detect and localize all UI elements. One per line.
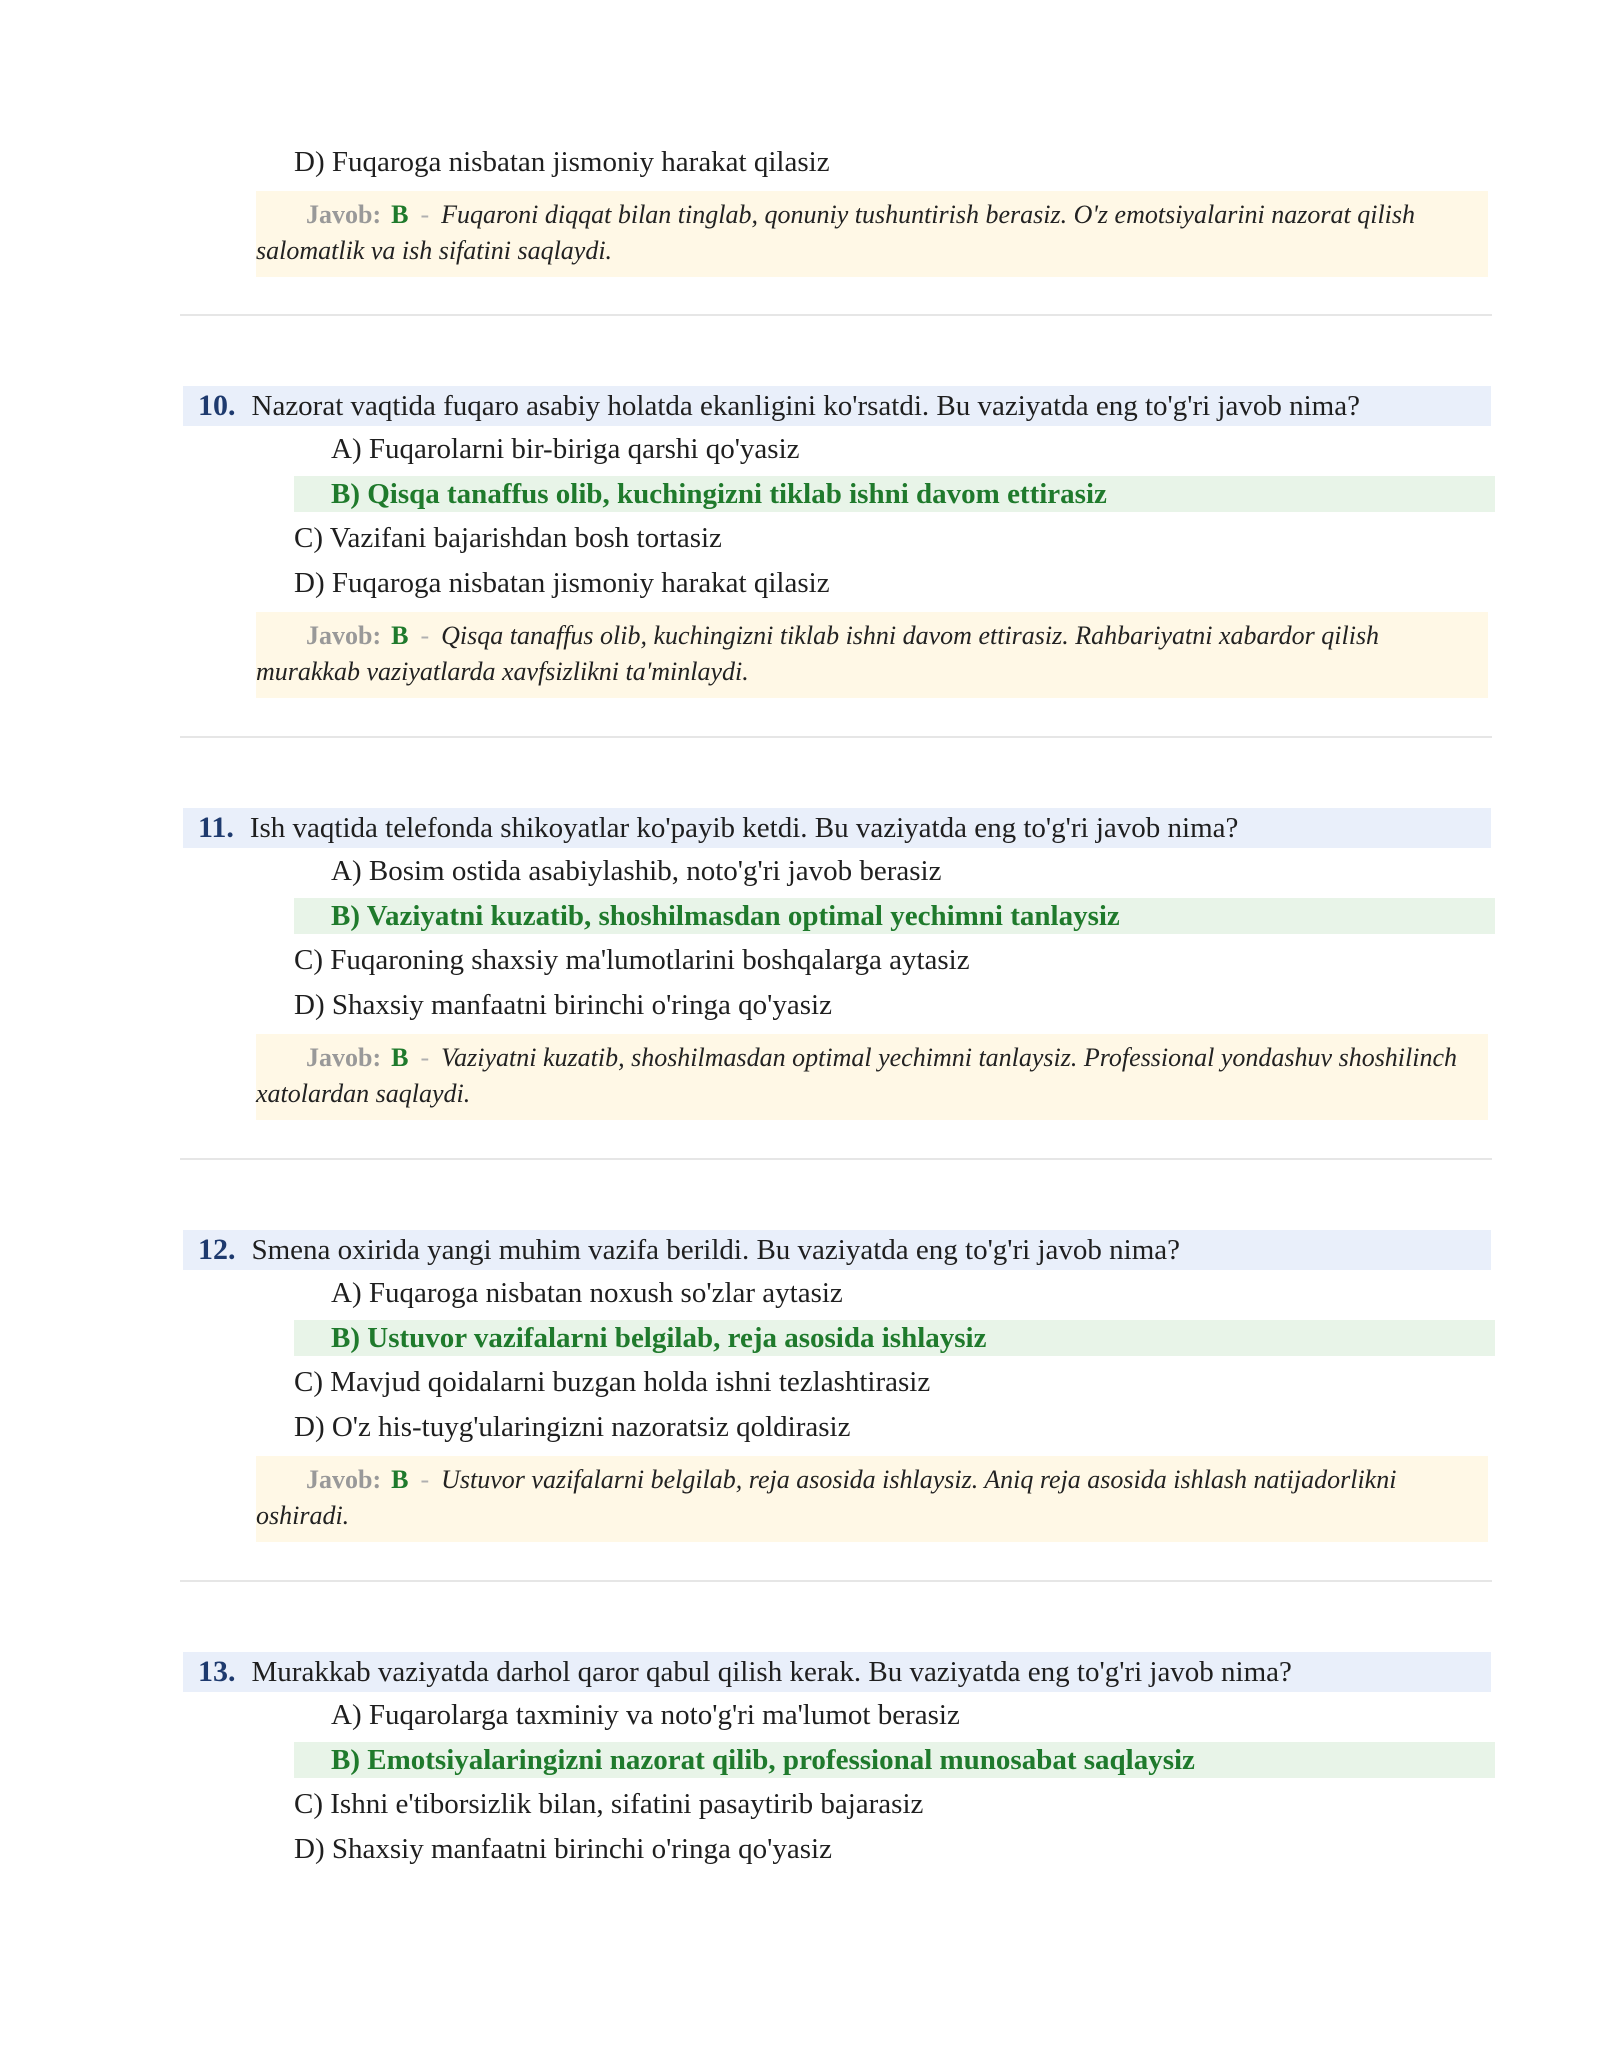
answer-text: Ustuvor vazifalarni belgilab, reja asosida ishlaysiz. Aniq reja asosida ishlash natijadorlikni oshiradi. [256,1465,1397,1530]
answer-dash: - [420,1465,430,1494]
section-divider [180,736,1492,738]
option-b-correct: B) Qisqa tanaffus olib, kuchingizni tiklab ishni davom ettirasiz [294,476,1495,512]
option-a: A) Fuqaroga nisbatan noxush so'zlar aytasiz [331,1277,843,1309]
question-number: 11. [198,811,234,844]
option-c: C) Mavjud qoidalarni buzgan holda ishni tezlashtirasiz [294,1366,931,1398]
question-12 [0,1230,1600,1542]
answer-text: Fuqaroni diqqat bilan tinglab, qonuniy tushuntirish berasiz. O'z emotsiyalarini nazorat qilish salomatlik va ish sifatini saqlaydi. [256,200,1416,265]
answer-letter: B [391,1043,409,1072]
question-10 [0,386,1600,698]
option-d: D) O'z his-tuyg'ularingizni nazoratsiz qoldirasiz [294,1411,851,1443]
option-a: A) Fuqarolarga taxminiy va noto'g'ri ma'lumot berasiz [331,1699,960,1731]
answer-label: Javob: [306,621,382,650]
question-number: 12. [198,1233,236,1266]
answer-explanation [256,191,1488,277]
question-13 [0,1652,1600,1872]
answer-explanation [256,1034,1488,1120]
option-d: D) Shaxsiy manfaatni birinchi o'ringa qo'yasiz [294,989,832,1021]
option-c: C) Vazifani bajarishdan bosh tortasiz [294,522,722,554]
answer-letter: B [391,200,409,229]
answer-text: Qisqa tanaffus olib, kuchingizni tiklab ishni davom ettirasiz. Rahbariyatni xabardor qilish murakkab vaziyatlarda xavfsizlikni ta'minlaydi. [256,621,1380,686]
option-b-correct: B) Ustuvor vazifalarni belgilab, reja asosida ishlaysiz [294,1320,1495,1356]
answer-label: Javob: [306,1043,382,1072]
option-c: C) Fuqaroning shaxsiy ma'lumotlarini boshqalarga aytasiz [294,944,970,976]
answer-explanation [256,1456,1488,1542]
option-a: A) Bosim ostida asabiylashib, noto'g'ri javob berasiz [331,855,942,887]
answer-letter: B [391,1465,409,1494]
answer-dash: - [420,621,430,650]
answer-letter: B [391,621,409,650]
section-divider [180,1580,1492,1582]
question-header [183,808,1491,848]
question-text: Smena oxirida yangi muhim vazifa berildi. Bu vaziyatda eng to'g'ri javob nima? [251,1234,1181,1266]
option-c: C) Ishni e'tiborsizlik bilan, sifatini pasaytirib bajarasiz [294,1788,924,1820]
option-b-correct: B) Vaziyatni kuzatib, shoshilmasdan optimal yechimni tanlaysiz [294,898,1495,934]
option-d: D) Fuqaroga nisbatan jismoniy harakat qilasiz [294,146,830,178]
answer-explanation [256,612,1488,698]
answer-text: Vaziyatni kuzatib, shoshilmasdan optimal yechimni tanlaysiz. Professional yondashuv shoshilinch xatolardan saqlaydi. [256,1043,1458,1108]
option-d: D) Shaxsiy manfaatni birinchi o'ringa qo'yasiz [294,1833,832,1865]
question-11 [0,808,1600,1120]
answer-label: Javob: [306,200,382,229]
question-header [183,1230,1491,1270]
section-divider [180,314,1492,316]
option-a: A) Fuqarolarni bir-biriga qarshi qo'yasiz [331,433,800,465]
question-text: Murakkab vaziyatda darhol qaror qabul qilish kerak. Bu vaziyatda eng to'g'ri javob nima? [251,1656,1292,1688]
question-text: Ish vaqtida telefonda shikoyatlar ko'payib ketdi. Bu vaziyatda eng to'g'ri javob nima? [249,812,1239,844]
answer-dash: - [420,1043,430,1072]
question-text: Nazorat vaqtida fuqaro asabiy holatda ekanligini ko'rsatdi. Bu vaziyatda eng to'g'ri javob nima? [251,390,1360,422]
answer-label: Javob: [306,1465,382,1494]
question-9-tail [0,140,1600,277]
question-header [183,1652,1491,1692]
answer-dash: - [420,200,430,229]
question-number: 13. [198,1655,236,1688]
question-header [183,386,1491,426]
option-d: D) Fuqaroga nisbatan jismoniy harakat qilasiz [294,567,830,599]
section-divider [180,1158,1492,1160]
option-b-correct: B) Emotsiyalaringizni nazorat qilib, professional munosabat saqlaysiz [294,1742,1495,1778]
question-number: 10. [198,389,236,422]
